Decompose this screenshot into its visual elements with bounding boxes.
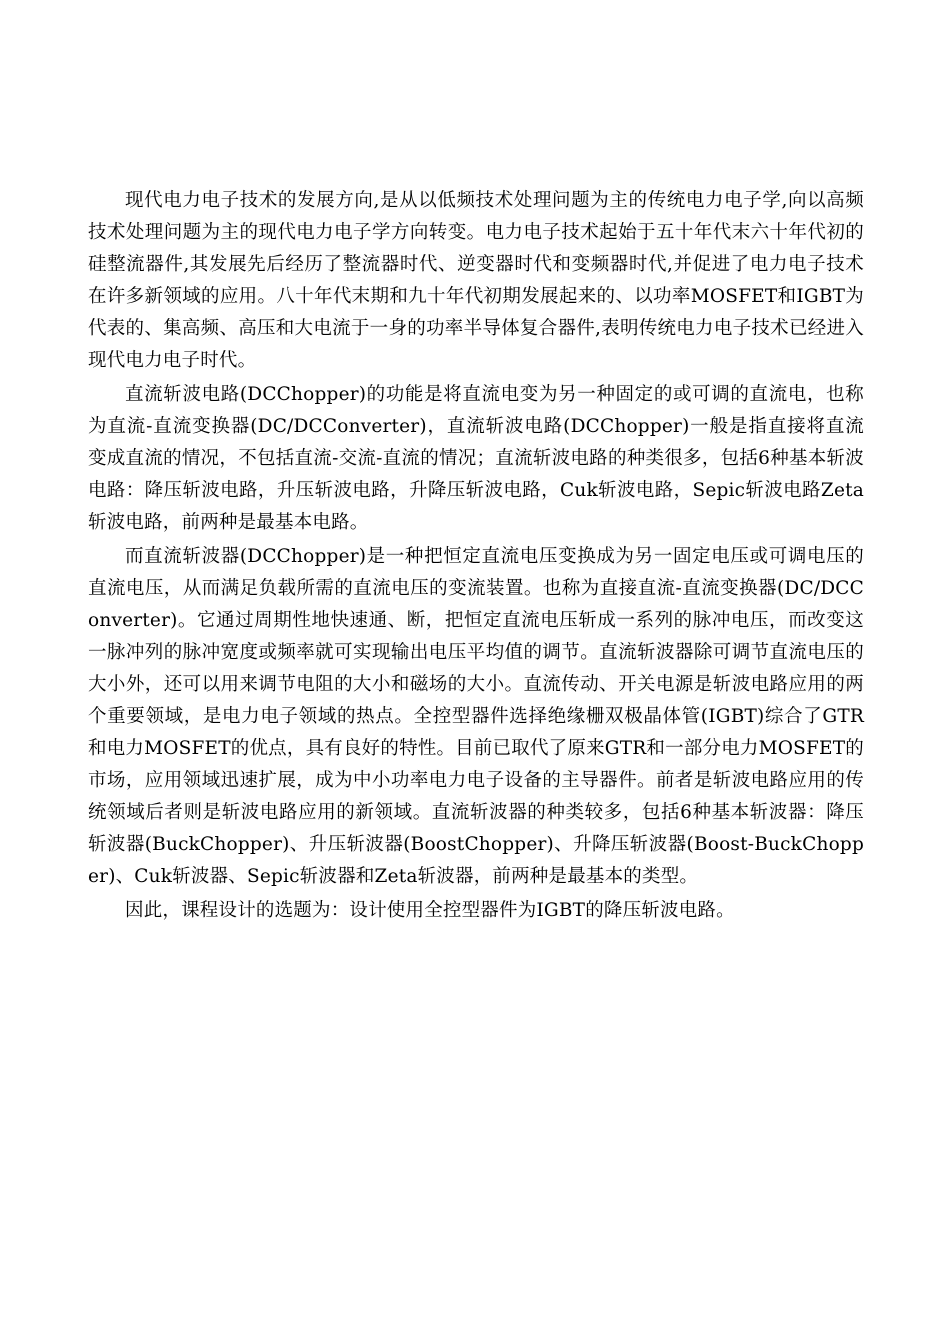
document-body [88,185,864,929]
paragraph-intro: 现代电力电子技术的发展方向,是从以低频技术处理问题为主的传统电力电子学,向以高频技术处理问题为主的现代电力电子学方向转变。电力电子技术起始于五十年代末六十年代初的硅整流器件,其发展先后经历了整流器时代、逆变器时代和变频器时代,并促进了电力电子技术在许多新领域的应用。八十年代末期和九十年代初期发展起来的、以功率MOSFET和IGBT为代表的、集高频、高压和大电流于一身的功率半导体复合器件,表明传统电力电子技术已经进入现代电力电子时代。 [88,190,864,371]
paragraph-topic-conclusion: 因此，课程设计的选题为：设计使用全控型器件为IGBT的降压斩波电路。 [125,900,735,921]
paragraph-dc-chopper-circuit: 直流斩波电路(DCChopper)的功能是将直流电变为另一种固定的或可调的直流电，也称为直流-直流变换器(DC/DCConverter)，直流斩波电路(DCChopper)一般是指直接将直流变成直流的情况，不包括直流-交流-直流的情况；直流斩波电路的种类很多，包括6种基本斩波电路：降压斩波电路，升压斩波电路，升降压斩波电路，Cuk斩波电路，Sepic斩波电路Zeta斩波电路，前两种是最基本电路。 [88,384,864,533]
paragraph-dc-chopper-device: 而直流斩波器(DCChopper)是一种把恒定直流电压变换成为另一固定电压或可调电压的直流电压，从而满足负载所需的直流电压的变流装置。也称为直接直流-直流变换器(DC/DCConverter)。它通过周期性地快速通、断，把恒定直流电压斩成一系列的脉冲电压，而改变这一脉冲列的脉冲宽度或频率就可实现输出电压平均值的调节。直流斩波器除可调节直流电压的大小外，还可以用来调节电阻的大小和磁场的大小。直流传动、开关电源是斩波电路应用的两个重要领域，是电力电子领域的热点。全控型器件选择绝缘栅双极晶体管(IGBT)综合了GTR和电力MOSFET的优点，具有良好的特性。目前已取代了原来GTR和一部分电力MOSFET的市场，应用领域迅速扩展，成为中小功率电力电子设备的主导器件。前者是斩波电路应用的传统领域后者则是斩波电路应用的新领域。直流斩波器的种类较多，包括6种基本斩波器：降压斩波器(BuckChopper)、升压斩波器(BoostChopper)、升降压斩波器(Boost-BuckChopper)、Cuk斩波器、Sepic斩波器和Zeta斩波器，前两种是最基本的类型。 [88,546,864,887]
